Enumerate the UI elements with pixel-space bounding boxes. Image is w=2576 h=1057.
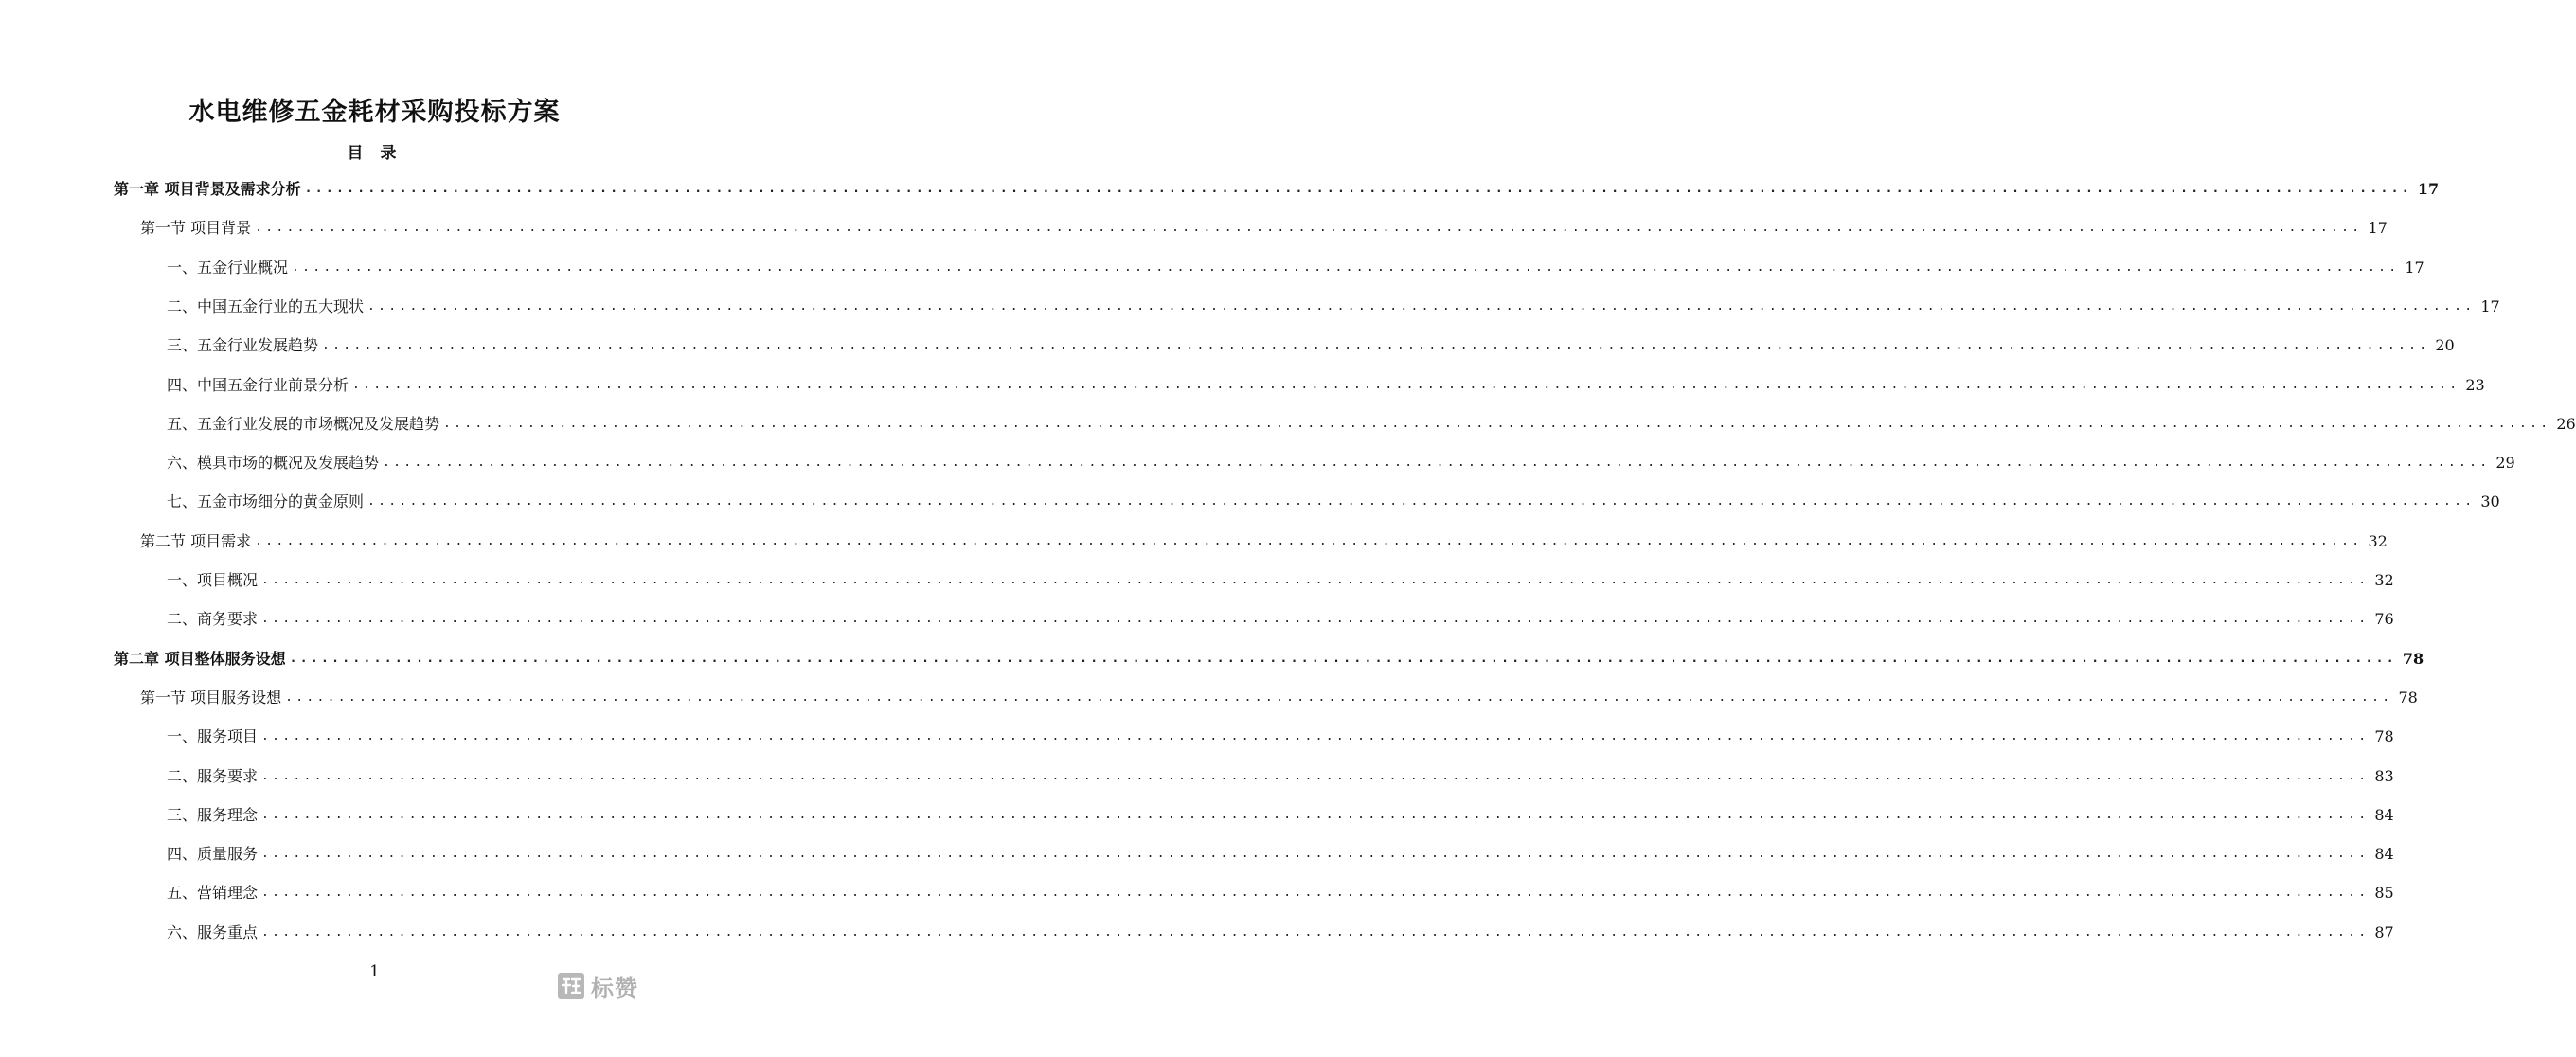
toc-entry-page: 26 — [2556, 414, 2576, 433]
toc-entry-page: 23 — [2465, 375, 2485, 394]
toc-leader-dots: ........................................................................................................................................................................................................ — [367, 298, 2476, 314]
toc-entry-page: 17 — [2417, 180, 2440, 198]
toc-leader-dots: ........................................................................................................................................................................................................ — [261, 729, 2370, 744]
toc-leader-dots: ........................................................................................................................................................................................................ — [255, 533, 2363, 548]
toc-entry[interactable] — [167, 367, 2485, 404]
toc-entry-label: 第一节 项目背景 — [140, 219, 252, 238]
toc-entry-page: 17 — [2405, 258, 2424, 277]
toc-leader-dots: ........................................................................................................................................................................................................ — [261, 847, 2370, 862]
toc-entry[interactable] — [167, 758, 2394, 796]
toc-entry-label: 第一章 项目背景及需求分析 — [114, 180, 301, 198]
watermark — [557, 970, 638, 1002]
toc-entry-page: 17 — [2480, 296, 2500, 315]
toc-entry[interactable] — [167, 718, 2394, 756]
toc-entry[interactable] — [167, 874, 2394, 912]
toc-entry-label: 三、服务理念 — [167, 805, 259, 824]
toc-leader-dots: ........................................................................................................................................................................................................ — [367, 494, 2476, 510]
toc-leader-dots: ........................................................................................................................................................................................................ — [261, 807, 2370, 822]
toc-entry-page: 32 — [2368, 531, 2388, 550]
toc-entry-page: 84 — [2374, 805, 2394, 824]
toc-entry-label: 六、服务重点 — [167, 923, 259, 941]
toc-heading: 目 录 — [347, 144, 402, 163]
toc-leader-dots: ........................................................................................................................................................................................................ — [261, 612, 2370, 627]
toc-entry[interactable] — [140, 679, 2418, 717]
toc-leader-dots: ........................................................................................................................................................................................................ — [304, 182, 2412, 196]
toc-entry[interactable] — [167, 600, 2394, 638]
toc-entry[interactable] — [167, 327, 2455, 365]
toc-leader-dots: ........................................................................................................................................................................................................ — [261, 886, 2370, 901]
toc-entry[interactable] — [167, 835, 2394, 873]
toc-entry-page: 29 — [2496, 454, 2515, 473]
toc-entry[interactable] — [167, 483, 2500, 521]
document-title: 水电维修五金耗材采购投标方案 — [188, 98, 561, 127]
toc-entry-page: 76 — [2374, 610, 2394, 629]
toc-entry[interactable] — [140, 523, 2388, 561]
toc-leader-dots: ........................................................................................................................................................................................................ — [261, 573, 2370, 587]
toc-entry-page: 83 — [2374, 766, 2394, 785]
toc-entry-label: 二、中国五金行业的五大现状 — [167, 296, 365, 315]
toc-entry-page: 78 — [2374, 727, 2394, 746]
toc-entry-label: 四、质量服务 — [167, 845, 259, 864]
toc-leader-dots: ........................................................................................................................................................................................................ — [285, 690, 2393, 705]
toc-entry-page: 85 — [2374, 884, 2394, 903]
toc-entry-page: 20 — [2435, 336, 2455, 355]
toc-entry-label: 三、五金行业发展趋势 — [167, 336, 319, 355]
biaozan-logo-icon — [557, 972, 585, 1000]
toc-entry[interactable] — [114, 170, 2440, 208]
toc-entry-label: 第一节 项目服务设想 — [140, 688, 282, 707]
toc-entry-label: 一、五金行业概况 — [167, 258, 289, 277]
toc-entry[interactable] — [167, 444, 2515, 482]
toc-leader-dots: ........................................................................................................................................................................................................ — [261, 768, 2370, 783]
toc-entry-label: 第二章 项目整体服务设想 — [114, 649, 286, 668]
toc-entry-page: 84 — [2374, 845, 2394, 864]
toc-entry-label: 二、服务要求 — [167, 766, 259, 785]
toc-leader-dots: ........................................................................................................................................................................................................ — [352, 377, 2460, 392]
toc-entry-label: 六、模具市场的概况及发展趋势 — [167, 454, 380, 473]
toc-entry-page: 30 — [2480, 493, 2500, 511]
toc-entry[interactable] — [167, 562, 2394, 600]
toc-entry-label: 一、服务项目 — [167, 727, 259, 746]
toc-entry-page: 32 — [2374, 571, 2394, 589]
page-number: 1 — [369, 962, 380, 981]
watermark-text: 标赞 — [591, 975, 638, 1002]
toc-entry[interactable] — [140, 209, 2388, 247]
toc-leader-dots: ........................................................................................................................................................................................................ — [292, 260, 2400, 275]
toc-leader-dots: ........................................................................................................................................................................................................ — [443, 416, 2551, 431]
toc-leader-dots: ........................................................................................................................................................................................................ — [289, 651, 2397, 666]
toc-entry[interactable] — [167, 914, 2394, 952]
toc-leader-dots: ........................................................................................................................................................................................................ — [261, 924, 2370, 940]
toc-entry[interactable] — [167, 405, 2576, 443]
toc-entry[interactable] — [167, 249, 2424, 287]
toc-entry-label: 四、中国五金行业前景分析 — [167, 375, 349, 394]
toc-entry-label: 五、五金行业发展的市场概况及发展趋势 — [167, 414, 440, 433]
toc-leader-dots: ........................................................................................................................................................................................................ — [255, 221, 2363, 236]
toc-entry-label: 七、五金市场细分的黄金原则 — [167, 493, 365, 511]
toc-entry-label: 第二节 项目需求 — [140, 531, 252, 550]
toc-leader-dots: ........................................................................................................................................................................................................ — [322, 338, 2430, 353]
toc-entry-label: 一、项目概况 — [167, 571, 259, 589]
toc-entry-page: 78 — [2398, 688, 2418, 707]
toc-entry-page: 78 — [2402, 649, 2424, 668]
toc-entry[interactable] — [167, 288, 2500, 326]
toc-entry[interactable] — [167, 797, 2394, 834]
toc-entry-label: 五、营销理念 — [167, 884, 259, 903]
toc-entry-page: 87 — [2374, 923, 2394, 941]
toc-entry-page: 17 — [2368, 219, 2388, 238]
toc-leader-dots: ........................................................................................................................................................................................................ — [383, 456, 2491, 471]
toc-entry-label: 二、商务要求 — [167, 610, 259, 629]
toc-entry[interactable] — [114, 640, 2424, 678]
